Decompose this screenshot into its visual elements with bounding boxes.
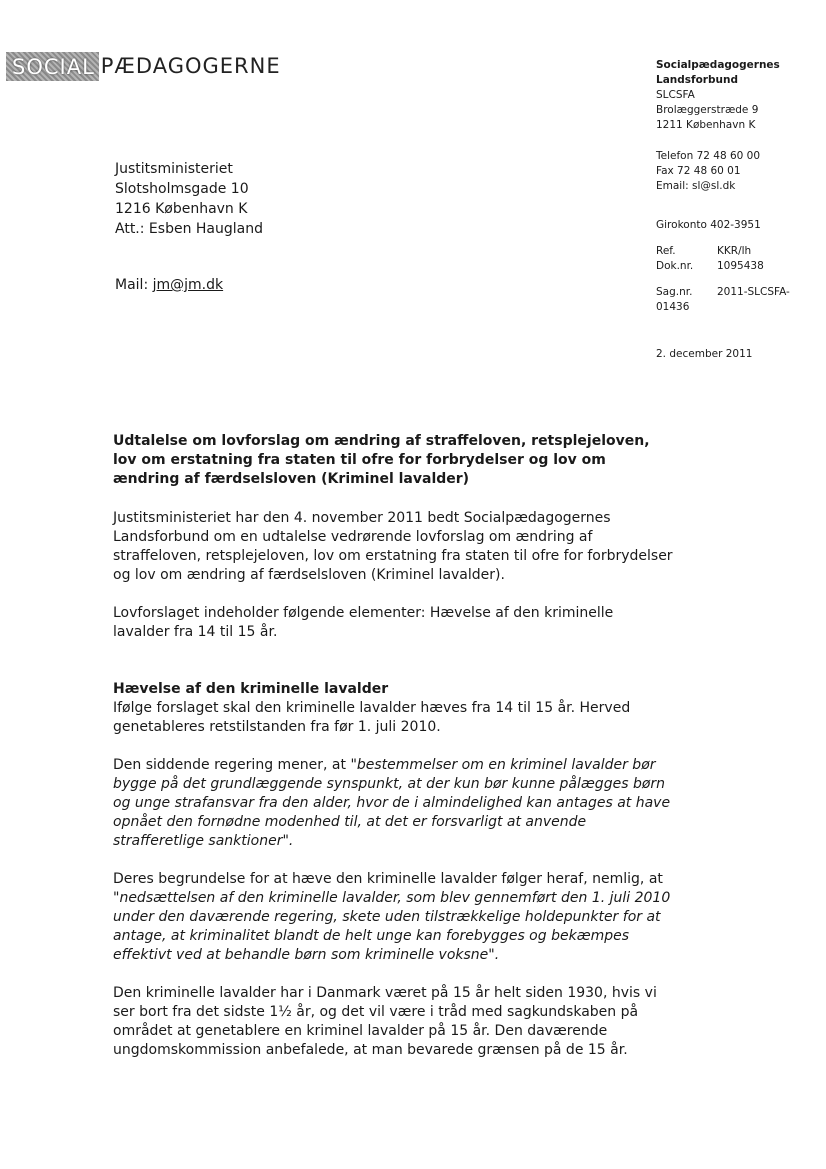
logo-social: SOCIAL [6, 52, 99, 81]
sag-label: Sag.nr. [656, 286, 693, 298]
dok-label: Dok.nr. [656, 260, 694, 272]
logo [6, 48, 281, 84]
paragraph-6: Den kriminelle lavalder har i Danmark været på 15 år helt siden 1930, hvis vi ser bort fra det sidste 1½ år, og det vil være i tråd med sagkundskaben på området at genetablere en kriminel lavalder på 15 år. Den daværende ungdomskommission anbefalede, at man bevarede grænsen på de 15 år. [113, 985, 657, 1058]
paragraph-4-quote: "bestemmelser om en kriminel lavalder bør bygge på det grundlæggende synspunkt, at der kun bør kunne pålægges børn og unge strafansvar fra den alder, hvor de i almindelighed kan antages at have opnået den fornødne modenhed til, at det er forsvarligt at anvende strafferetlige sanktioner". [113, 757, 671, 849]
paragraph-5 [113, 870, 673, 965]
letter-date: 2. december 2011 [656, 348, 753, 360]
paragraph-5-intro: Deres begrundelse for at hæve den kriminelle lavalder følger heraf, nemlig, at [113, 871, 663, 887]
paragraph-4 [113, 756, 673, 851]
dok-value: 1095438 [717, 260, 764, 272]
sender-city: 1211 København K [656, 119, 756, 131]
mail-link[interactable]: jm@jm.dk [152, 277, 224, 293]
logo-paedagogerne: PÆDAGOGERNE [100, 54, 281, 78]
sender-email: Email: sl@sl.dk [656, 180, 736, 192]
paragraph-1: Justitsministeriet har den 4. november 2011 bedt Socialpædagogernes Landsforbund om en udtalelse vedrørende lovforslag om ændring af straffeloven, retsplejeloven, lov om erstatning fra staten til ofre for forbrydelser og lov om ændring af færdselsloven (Kriminel lavalder). [113, 510, 673, 583]
recipient-line-3: 1216 København K [115, 201, 248, 217]
ref-label: Ref. [656, 245, 676, 257]
sag-value: 2011-SLCSFA- [717, 286, 790, 298]
sag-row [656, 285, 821, 300]
recipient-line-4: Att.: Esben Haugland [115, 221, 263, 237]
sag-value-2: 01436 [656, 301, 690, 313]
paragraph-2: Lovforslaget indeholder følgende elementer: Hævelse af den kriminelle lavalder fra 14 til 15 år. [113, 605, 614, 640]
sender-name-2: Landsforbund [656, 74, 738, 86]
sender-fax: Fax 72 48 60 01 [656, 165, 741, 177]
letter-title: Udtalelse om lovforslag om ændring af straffeloven, retsplejeloven, lov om erstatning fra staten til ofre for forbrydelser og lov om ændring af færdselsloven (Kriminel lavalder) [113, 433, 650, 487]
recipient-mail [115, 277, 223, 293]
paragraph-5-quote: "nedsættelsen af den kriminelle lavalder, som blev gennemført den 1. juli 2010 under den daværende regering, skete uden tilstrækkelige holdepunkter for at antage, at kriminalitet blandt de helt unge kan forebygges og bekæmpes effektivt ved at behandle børn som kriminelle voksne". [113, 890, 671, 963]
recipient-line-2: Slotsholmsgade 10 [115, 181, 249, 197]
ref-row [656, 244, 821, 259]
mail-label: Mail: [115, 277, 153, 293]
sender-phone: Telefon 72 48 60 00 [656, 150, 761, 162]
recipient-line-1: Justitsministeriet [115, 161, 233, 177]
paragraph-3: Ifølge forslaget skal den kriminelle lavalder hæves fra 14 til 15 år. Herved genetableres retstilstanden fra før 1. juli 2010. [113, 700, 631, 735]
paragraph-4-intro: Den siddende regering mener, at [113, 757, 351, 773]
ref-value: KKR/lh [717, 245, 752, 257]
recipient-address [115, 159, 263, 239]
sender-abbr: SLCSFA [656, 89, 695, 101]
section-heading: Hævelse af den kriminelle lavalder [113, 681, 389, 697]
sender-info [656, 58, 821, 315]
sender-name-1: Socialpædagogernes [656, 59, 780, 71]
sender-giro: Girokonto 402-3951 [656, 219, 761, 231]
letter-body [113, 432, 673, 1079]
dok-row [656, 259, 821, 274]
sender-street: Brolæggerstræde 9 [656, 104, 759, 116]
